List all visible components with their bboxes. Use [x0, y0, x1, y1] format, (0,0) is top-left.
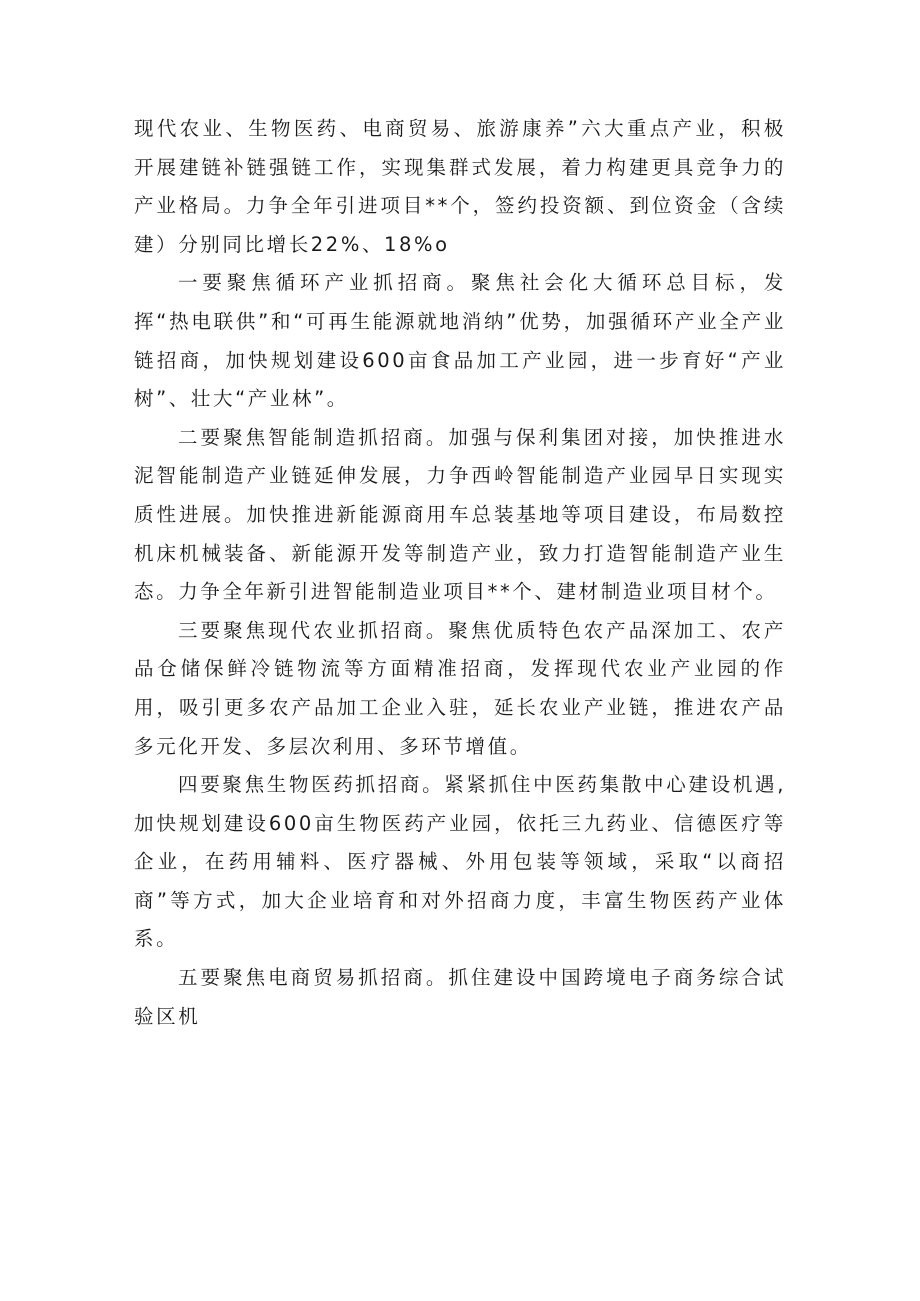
- paragraph-circular-industry: 一要聚焦循环产业抓招商。聚焦社会化大循环总目标，发挥“热电联供”和“可再生能源就地消纳”优势，加强循环产业全产业链招商，加快规划建设600亩食品加工产业园，进一步育好“产业树”、壮大“产业林”。: [134, 271, 786, 411]
- document-body: [134, 110, 786, 1036]
- paragraph-industry-overview: 现代农业、生物医药、电商贸易、旅游康养”六大重点产业，积极开展建链补链强链工作，实现集群式发展，着力构建更具竞争力的产业格局。力争全年引进项目**个，签约投资额、到位资金（含续建）分别同比增长22%、18%o: [134, 117, 786, 256]
- paragraph-biomedicine: 四要聚焦生物医药抓招商。紧紧抓住中医药集散中心建设机遇,加快规划建设600亩生物医药产业园，依托三九药业、信德医疗等企业，在药用辅料、医疗器械、外用包装等领域，采取“以商招商”等方式，加大企业培育和对外招商力度，丰富生物医药产业体系。: [134, 773, 786, 951]
- paragraph-modern-agriculture: 三要聚焦现代农业抓招商。聚焦优质特色农产品深加工、农产品仓储保鲜冷链物流等方面精准招商，发挥现代农业产业园的作用，吸引更多农产品加工企业入驻，延长农业产业链，推进农产品多元化开发、多层次利用、多环节增值。: [134, 618, 786, 758]
- paragraph-smart-manufacturing: 二要聚焦智能制造抓招商。加强与保利集团对接，加快推进水泥智能制造产业链延伸发展，力争西岭智能制造产业园早日实现实质性进展。加快推进新能源商用车总装基地等项目建设，布局数控机床机械装备、新能源开发等制造产业，致力打造智能制造产业生态。力争全年新引进智能制造业项目**个、建材制造业项目材个。: [134, 425, 786, 604]
- paragraph-ecommerce-trade: 五要聚焦电商贸易抓招商。抓住建设中国跨境电子商务综合试验区机: [134, 966, 786, 1028]
